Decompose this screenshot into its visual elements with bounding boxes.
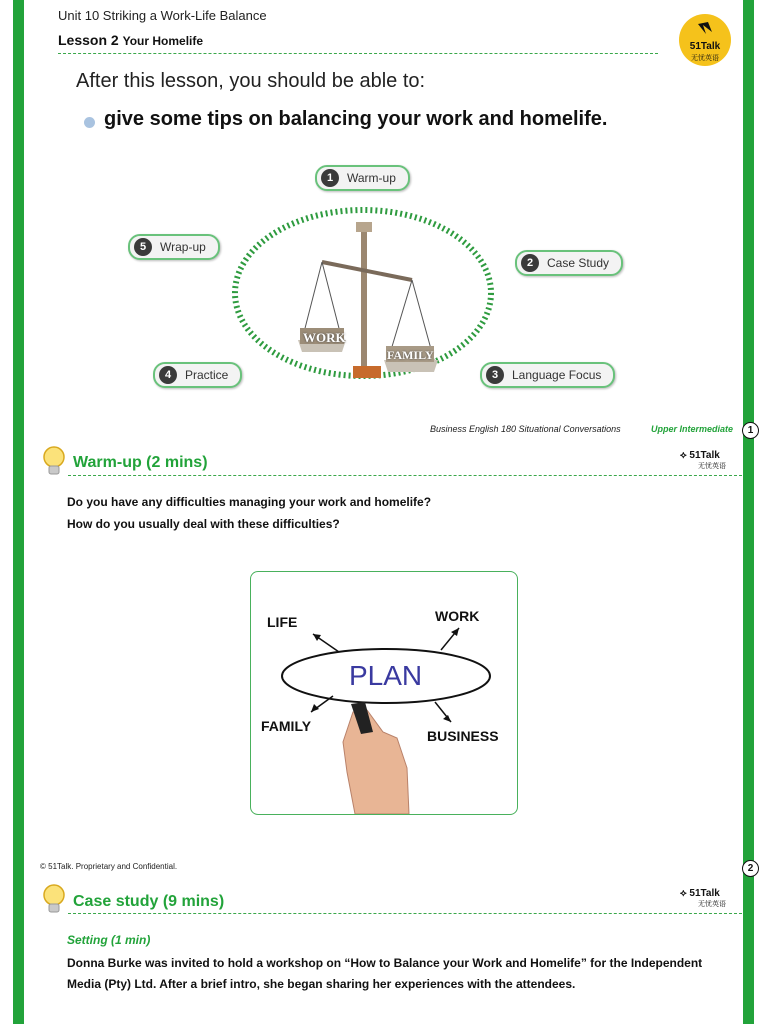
step-number: 5 bbox=[134, 238, 152, 256]
case-study-heading: Case study (9 mins) bbox=[73, 893, 225, 910]
step-number: 2 bbox=[521, 254, 539, 272]
step-language-focus bbox=[480, 362, 615, 388]
page-number-2: 2 bbox=[742, 860, 759, 877]
lesson-name: Your Homelife bbox=[122, 34, 204, 48]
small-logo-cn: 无忧英语 bbox=[698, 463, 726, 470]
warmup-divider bbox=[68, 475, 742, 476]
warmup-question-1: Do you have any difficulties managing your work and homelife? bbox=[67, 495, 432, 509]
lesson-label: Lesson 2 bbox=[58, 32, 119, 48]
logo-cn-text: 无忧英语 bbox=[691, 55, 719, 62]
step-label: Language Focus bbox=[512, 368, 602, 382]
step-practice bbox=[153, 362, 242, 388]
setting-label: Setting (1 min) bbox=[67, 933, 151, 947]
case-study-paragraph: Donna Burke was invited to hold a workshop on “How to Balance your Work and Homelife” for the Independent Media (Pty) Ltd. After a brief intro, she began sharing her experiences with the attendees. bbox=[67, 956, 703, 991]
header-divider bbox=[58, 53, 658, 54]
bird-icon: ⟡ bbox=[680, 450, 687, 461]
unit-title: Unit 10 Striking a Work-Life Balance bbox=[58, 8, 267, 23]
step-number: 3 bbox=[486, 366, 504, 384]
step-number: 4 bbox=[159, 366, 177, 384]
plan-illustration bbox=[250, 571, 518, 815]
page-number-1: 1 bbox=[742, 422, 759, 439]
scale-label-work: WORK bbox=[303, 330, 346, 345]
step-label: Case Study bbox=[547, 256, 610, 270]
plan-work: WORK bbox=[435, 608, 480, 624]
hand-illustration bbox=[343, 710, 409, 814]
brand-logo bbox=[679, 14, 731, 66]
bullet-icon bbox=[84, 117, 95, 128]
step-label: Wrap-up bbox=[160, 240, 206, 254]
plan-word: PLAN bbox=[349, 660, 423, 691]
small-logo-text: 51Talk bbox=[689, 888, 720, 899]
plan-business: BUSINESS bbox=[427, 728, 499, 744]
scale-stand bbox=[361, 224, 367, 374]
course-name: Business English 180 Situational Conversations bbox=[430, 424, 621, 434]
small-logo-cn: 无忧英语 bbox=[698, 901, 726, 908]
objectives-intro: After this lesson, you should be able to: bbox=[76, 70, 426, 92]
lesson-title bbox=[58, 32, 203, 48]
step-label: Warm-up bbox=[347, 171, 396, 185]
objective-goal: give some tips on balancing your work and homelife. bbox=[104, 108, 608, 130]
step-number: 1 bbox=[321, 169, 339, 187]
small-logo-text: 51Talk bbox=[689, 450, 720, 461]
warmup-question-2: How do you usually deal with these difficulties? bbox=[67, 517, 340, 531]
scale-label-family: FAMILY bbox=[387, 348, 434, 362]
course-level: Upper Intermediate bbox=[651, 424, 734, 434]
small-brand-logo bbox=[680, 888, 726, 909]
small-brand-logo bbox=[680, 450, 726, 471]
logo-text: 51Talk bbox=[689, 41, 721, 52]
plan-life: LIFE bbox=[267, 614, 298, 630]
step-warm-up bbox=[315, 165, 410, 191]
left-green-border bbox=[13, 0, 24, 1024]
step-label: Practice bbox=[185, 368, 229, 382]
step-wrap-up bbox=[128, 234, 220, 260]
bird-icon: ⟡ bbox=[680, 888, 687, 899]
lightbulb-icon bbox=[41, 444, 67, 478]
lightbulb-icon bbox=[41, 882, 67, 916]
lesson-cycle-graphic bbox=[230, 200, 500, 390]
plan-family: FAMILY bbox=[261, 718, 312, 734]
case-study-divider bbox=[68, 913, 742, 914]
warmup-heading: Warm-up (2 mins) bbox=[73, 454, 208, 471]
step-case-study bbox=[515, 250, 623, 276]
copyright: © 51Talk. Proprietary and Confidential. bbox=[40, 862, 178, 871]
scale-base bbox=[353, 366, 381, 378]
